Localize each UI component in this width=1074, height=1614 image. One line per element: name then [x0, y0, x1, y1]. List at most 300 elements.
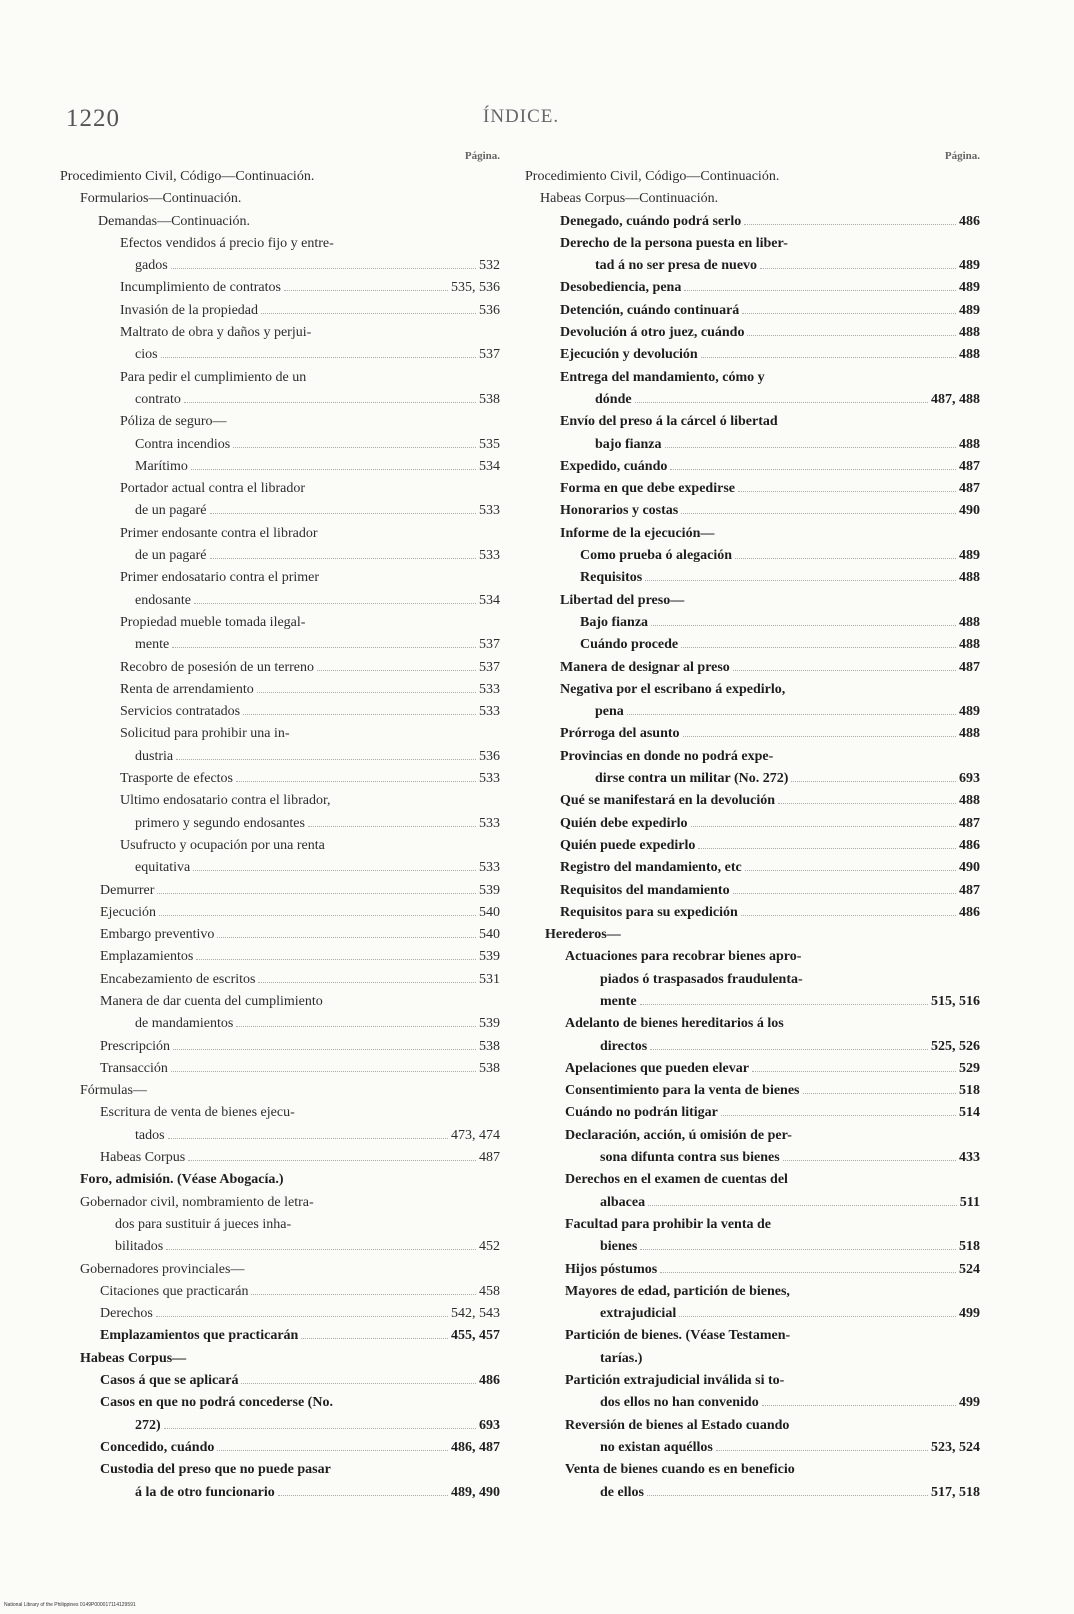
entry-page: 539 — [479, 1016, 500, 1032]
index-entry — [525, 1348, 980, 1370]
scan-footer: National Library of the Philippines 0149P000017114129591 — [4, 1602, 136, 1608]
index-entry — [60, 1147, 500, 1169]
dot-leader — [258, 982, 476, 983]
entry-text: Efectos vendidos á precio fijo y entre- — [120, 235, 334, 251]
entry-text: Portador actual contra el librador — [120, 481, 306, 497]
index-entry — [525, 1259, 980, 1281]
entry-page: 487 — [959, 458, 980, 474]
entry-text: Detención, cuándo continuará — [560, 302, 740, 318]
entry-text: Demandas—Continuación. — [98, 213, 251, 229]
entry-page: 489 — [959, 704, 980, 720]
dot-leader — [236, 781, 476, 782]
entry-text: 272) — [135, 1417, 161, 1433]
entry-page: 490 — [959, 860, 980, 876]
entry-page: 486, 487 — [451, 1439, 500, 1455]
dot-leader — [243, 714, 476, 715]
entry-page: 540 — [479, 904, 500, 920]
dot-leader — [640, 1004, 928, 1005]
entry-text: Como prueba ó alegación — [580, 548, 733, 564]
entry-text: Devolución á otro juez, cuándo — [560, 325, 745, 341]
dot-leader — [778, 803, 956, 804]
entry-text: Servicios contratados — [120, 704, 241, 720]
entry-text: Contra incendios — [135, 436, 231, 452]
entry-text: extrajudicial — [600, 1306, 677, 1322]
entry-text: bilitados — [115, 1239, 164, 1255]
entry-page: 488 — [959, 570, 980, 586]
entry-page: 489 — [959, 280, 980, 296]
entry-page: 489 — [959, 548, 980, 564]
index-entry — [60, 746, 500, 768]
dot-leader — [184, 402, 476, 403]
entry-text: Hijos póstumos — [565, 1261, 658, 1277]
entry-page: 514 — [959, 1105, 980, 1121]
entry-page: 490 — [959, 503, 980, 519]
dot-leader — [164, 1428, 476, 1429]
entry-text: Requisitos — [580, 570, 643, 586]
index-entry — [525, 277, 980, 299]
entry-text: sona difunta contra sus bienes — [600, 1150, 780, 1166]
index-entry — [525, 166, 980, 188]
entry-text: Habeas Corpus—Continuación. — [540, 191, 719, 207]
dot-leader — [679, 1316, 956, 1317]
entry-text: dos para sustituir á jueces inha- — [115, 1216, 292, 1232]
index-entry — [60, 1348, 500, 1370]
entry-text: directos — [600, 1038, 648, 1054]
entry-page: 499 — [959, 1306, 980, 1322]
entry-text: tados — [135, 1127, 165, 1143]
entry-page: 518 — [959, 1239, 980, 1255]
index-entry — [60, 969, 500, 991]
dot-leader — [196, 959, 476, 960]
entry-text: Ejecución y devolución — [560, 347, 698, 363]
index-entry — [60, 790, 500, 812]
entry-page: 489, 490 — [451, 1484, 500, 1500]
entry-page: 533 — [479, 503, 500, 519]
entry-text: Mayores de edad, partición de bienes, — [565, 1283, 790, 1299]
index-entry — [60, 1192, 500, 1214]
index-entry — [60, 434, 500, 456]
entry-page: 523, 524 — [931, 1439, 980, 1455]
index-entry — [60, 1437, 500, 1459]
dot-leader — [159, 915, 476, 916]
entry-page: 486 — [959, 837, 980, 853]
pagina-label: Página. — [464, 150, 500, 162]
entry-text: tad á no ser presa de nuevo — [595, 258, 758, 274]
index-entry — [60, 1080, 500, 1102]
entry-text: Actuaciones para recobrar bienes apro- — [565, 949, 802, 965]
index-entry — [525, 1325, 980, 1347]
dot-leader — [698, 848, 956, 849]
entry-text: Encabezamiento de escritos — [100, 971, 256, 987]
index-entry — [525, 1013, 980, 1035]
entry-text: Foro, admisión. (Véase Abogacía.) — [80, 1172, 284, 1188]
index-entry — [525, 300, 980, 322]
entry-text: Marítimo — [135, 458, 188, 474]
dot-leader — [742, 313, 956, 314]
entry-text: Para pedir el cumplimiento de un — [120, 369, 307, 385]
entry-page: 537 — [479, 637, 500, 653]
entry-text: pena — [595, 704, 624, 720]
dot-leader — [236, 1026, 476, 1027]
entry-text: Formularios—Continuación. — [80, 191, 242, 207]
entry-text: Desobediencia, pena — [560, 280, 682, 296]
dot-leader — [176, 759, 476, 760]
entry-page: 518 — [959, 1083, 980, 1099]
dot-leader — [194, 603, 476, 604]
entry-page: 535, 536 — [451, 280, 500, 296]
dot-leader — [752, 1071, 956, 1072]
entry-text: Primer endosante contra el librador — [120, 525, 318, 541]
entry-text: Propiedad mueble tomada ilegal- — [120, 614, 306, 630]
index-entry — [60, 1169, 500, 1191]
dot-leader — [168, 1138, 448, 1139]
index-entry — [525, 1058, 980, 1080]
index-entry — [525, 1236, 980, 1258]
index-entry — [60, 389, 500, 411]
dot-leader — [651, 625, 956, 626]
entry-text: Partición extrajudicial inválida si to- — [565, 1373, 785, 1389]
index-entry — [60, 1102, 500, 1124]
entry-page: 487 — [959, 659, 980, 675]
entry-page: 533 — [479, 681, 500, 697]
entry-page: 534 — [479, 458, 500, 474]
entry-text: Qué se manifestará en la devolución — [560, 793, 776, 809]
dot-leader — [161, 357, 476, 358]
entry-text: á la de otro funcionario — [135, 1484, 275, 1500]
entry-text: Gobernador civil, nombramiento de letra- — [80, 1194, 314, 1210]
entry-page: 452 — [479, 1239, 500, 1255]
index-entry — [525, 1192, 980, 1214]
dot-leader — [301, 1338, 448, 1339]
index-entry — [60, 188, 500, 210]
dot-leader — [317, 670, 476, 671]
entry-text: Declaración, acción, ú omisión de per- — [565, 1127, 792, 1143]
entry-text: Usufructo y ocupación por una renta — [120, 837, 325, 853]
entry-text: dónde — [595, 391, 632, 407]
entry-text: Incumplimiento de contratos — [120, 280, 281, 296]
entry-text: de un pagaré — [135, 548, 207, 564]
dot-leader — [733, 670, 956, 671]
dot-leader — [166, 1249, 476, 1250]
entry-page: 538 — [479, 391, 500, 407]
index-entry — [60, 166, 500, 188]
dot-leader — [681, 647, 956, 648]
index-entry — [60, 768, 500, 790]
index-entry — [525, 411, 980, 433]
entry-text: Manera de dar cuenta del cumplimiento — [100, 993, 323, 1009]
index-entry — [60, 233, 500, 255]
index-entry — [60, 902, 500, 924]
entry-page: 488 — [959, 325, 980, 341]
dot-leader — [791, 781, 956, 782]
entry-text: dustria — [135, 748, 174, 764]
dot-leader — [716, 1450, 928, 1451]
entry-page: 488 — [959, 637, 980, 653]
entry-text: Derecho de la persona puesta en liber- — [560, 235, 788, 251]
index-entry — [525, 1169, 980, 1191]
index-entry — [525, 813, 980, 835]
entry-page: 487 — [959, 815, 980, 831]
dot-leader — [156, 1316, 448, 1317]
index-entry — [60, 590, 500, 612]
entry-page: 693 — [479, 1417, 500, 1433]
entry-text: Apelaciones que pueden elevar — [565, 1060, 749, 1076]
entry-text: Requisitos para su expedición — [560, 904, 738, 920]
dot-leader — [735, 558, 956, 559]
index-entry — [60, 322, 500, 344]
entry-page: 538 — [479, 1060, 500, 1076]
dot-leader — [284, 290, 448, 291]
entry-text: Gobernadores provinciales— — [80, 1261, 245, 1277]
index-entry — [525, 1303, 980, 1325]
index-entry — [60, 1013, 500, 1035]
index-entry — [525, 746, 980, 768]
entry-page: 473, 474 — [451, 1127, 500, 1143]
entry-page: 458 — [479, 1283, 500, 1299]
index-entry — [525, 1415, 980, 1437]
dot-leader — [193, 870, 476, 871]
index-entry — [525, 1459, 980, 1481]
entry-text: Manera de designar al preso — [560, 659, 730, 675]
index-entry — [525, 723, 980, 745]
entry-text: Honorarios y costas — [560, 503, 679, 519]
index-entry — [60, 300, 500, 322]
dot-leader — [191, 469, 476, 470]
entry-page: 486 — [479, 1373, 500, 1389]
dot-leader — [665, 447, 957, 448]
index-entry — [525, 612, 980, 634]
entry-text: Derechos — [100, 1306, 153, 1322]
dot-leader — [278, 1495, 448, 1496]
entry-page: 693 — [959, 771, 980, 787]
index-entry — [60, 255, 500, 277]
index-entry — [60, 277, 500, 299]
index-entry — [525, 1482, 980, 1504]
entry-page: 499 — [959, 1395, 980, 1411]
dot-leader — [762, 1405, 956, 1406]
dot-leader — [233, 447, 476, 448]
dot-leader — [701, 357, 956, 358]
entry-text: Derechos en el examen de cuentas del — [565, 1172, 788, 1188]
index-entry — [60, 478, 500, 500]
dot-leader — [747, 335, 956, 336]
index-entry — [525, 701, 980, 723]
index-entry — [60, 946, 500, 968]
dot-leader — [640, 1249, 956, 1250]
entry-page: 489 — [959, 258, 980, 274]
dot-leader — [188, 1160, 476, 1161]
entry-text: Envío del preso á la cárcel ó libertad — [560, 414, 778, 430]
entry-text: Facultad para prohibir la venta de — [565, 1216, 772, 1232]
entry-page: 532 — [479, 258, 500, 274]
index-entry — [60, 991, 500, 1013]
dot-leader — [738, 491, 956, 492]
entry-text: Quién puede expedirlo — [560, 837, 696, 853]
entry-text: Maltrato de obra y daños y perjui- — [120, 325, 312, 341]
index-entry — [60, 1459, 500, 1481]
entry-text: Transacción — [100, 1060, 168, 1076]
entry-text: de mandamientos — [135, 1016, 234, 1032]
entry-text: Ultimo endosatario contra el librador, — [120, 793, 331, 809]
entry-page: 533 — [479, 815, 500, 831]
index-entry — [60, 612, 500, 634]
entry-text: Prórroga del asunto — [560, 726, 680, 742]
entry-text: Recobro de posesión de un terreno — [120, 659, 314, 675]
entry-page: 433 — [959, 1150, 980, 1166]
entry-page: 487 — [959, 882, 980, 898]
index-entry — [60, 1125, 500, 1147]
entry-text: Cuándo procede — [580, 637, 679, 653]
entry-page: 511 — [959, 1194, 980, 1210]
dot-leader — [261, 313, 476, 314]
dot-leader — [172, 647, 476, 648]
index-entry — [60, 657, 500, 679]
entry-text: Prescripción — [100, 1038, 170, 1054]
entry-page: 540 — [479, 927, 500, 943]
entry-text: Embargo preventivo — [100, 927, 215, 943]
entry-page: 531 — [479, 971, 500, 987]
index-entry — [60, 344, 500, 366]
index-entry — [525, 523, 980, 545]
index-entry — [60, 1281, 500, 1303]
running-head: ÍNDICE. — [483, 106, 560, 127]
entry-text: bajo fianza — [595, 436, 662, 452]
dot-leader — [210, 513, 476, 514]
entry-text: Custodia del preso que no puede pasar — [100, 1462, 331, 1478]
entry-page: 533 — [479, 860, 500, 876]
entry-page: 539 — [479, 949, 500, 965]
dot-leader — [745, 870, 956, 871]
dot-leader — [251, 1294, 476, 1295]
index-entry — [525, 188, 980, 210]
index-entry — [525, 590, 980, 612]
entry-text: Emplazamientos que practicarán — [100, 1328, 299, 1344]
index-entry — [525, 969, 980, 991]
index-entry — [60, 211, 500, 233]
entry-page: 455, 457 — [451, 1328, 500, 1344]
index-entry — [525, 1281, 980, 1303]
dot-leader — [308, 826, 476, 827]
index-entry — [525, 902, 980, 924]
entry-page: 487 — [479, 1150, 500, 1166]
entry-text: Procedimiento Civil, Código—Continuación. — [60, 169, 315, 184]
entry-text: Casos en que no podrá concederse (No. — [100, 1395, 333, 1411]
index-entry — [60, 1236, 500, 1258]
entry-text: Cuándo no podrán litigar — [565, 1105, 718, 1121]
entry-text: piados ó traspasados fraudulenta- — [600, 971, 803, 987]
dot-leader — [683, 736, 956, 737]
entry-text: Emplazamientos — [100, 949, 194, 965]
index-entry — [525, 567, 980, 589]
index-entry — [60, 924, 500, 946]
index-entry — [525, 790, 980, 812]
entry-text: Adelanto de bienes hereditarios á los — [565, 1016, 784, 1032]
index-entry — [525, 1437, 980, 1459]
entry-text: tarías.) — [600, 1350, 643, 1366]
entry-text: contrato — [135, 391, 181, 407]
dot-leader — [684, 290, 956, 291]
index-entry — [525, 233, 980, 255]
entry-page: 536 — [479, 748, 500, 764]
index-entry — [60, 1392, 500, 1414]
index-entry — [60, 679, 500, 701]
index-entry — [60, 857, 500, 879]
page-number: 1220 — [66, 105, 120, 132]
entry-text: Partición de bienes. (Véase Testamen- — [565, 1328, 791, 1344]
index-entry — [60, 1415, 500, 1437]
entry-text: Requisitos del mandamiento — [560, 882, 730, 898]
entry-text: albacea — [600, 1194, 646, 1210]
entry-text: Procedimiento Civil, Código—Continuación. — [525, 169, 780, 184]
dot-leader — [647, 1495, 928, 1496]
dot-leader — [171, 1071, 476, 1072]
entry-page: 536 — [479, 302, 500, 318]
entry-text: Solicitud para prohibir una in- — [120, 726, 290, 742]
index-entry — [60, 1259, 500, 1281]
entry-page: 539 — [479, 882, 500, 898]
entry-text: Habeas Corpus — [100, 1150, 186, 1166]
dot-leader — [645, 580, 956, 581]
entry-page: 517, 518 — [931, 1484, 980, 1500]
index-entry — [525, 880, 980, 902]
entry-text: Casos á que se aplicará — [100, 1373, 239, 1389]
entry-page: 529 — [959, 1060, 980, 1076]
dot-leader — [733, 893, 956, 894]
entry-page: 488 — [959, 793, 980, 809]
entry-text: endosante — [135, 592, 191, 608]
entry-text: Citaciones que practicarán — [100, 1283, 249, 1299]
entry-text: gados — [135, 258, 168, 274]
entry-text: Invasión de la propiedad — [120, 302, 259, 318]
entry-text: Consentimiento para la venta de bienes — [565, 1083, 800, 1099]
entry-text: Herederos— — [545, 927, 621, 943]
entry-page: 486 — [959, 213, 980, 229]
entry-text: no existan aquéllos — [600, 1439, 713, 1455]
index-entry — [525, 768, 980, 790]
entry-text: Venta de bienes cuando es en beneficio — [565, 1462, 795, 1478]
dot-leader — [691, 826, 956, 827]
index-entry — [60, 367, 500, 389]
index-entry — [60, 500, 500, 522]
dot-leader — [627, 714, 956, 715]
index-entry — [525, 1102, 980, 1124]
entry-text: dirse contra un militar (No. 272) — [595, 771, 789, 787]
entry-page: 487 — [959, 481, 980, 497]
dot-leader — [721, 1115, 956, 1116]
entry-text: Informe de la ejecución— — [560, 525, 715, 541]
index-entry — [525, 434, 980, 456]
index-entry — [525, 634, 980, 656]
entry-text: de un pagaré — [135, 503, 207, 519]
entry-text: Forma en que debe expedirse — [560, 481, 735, 497]
dot-leader — [648, 1205, 957, 1206]
dot-leader — [681, 513, 956, 514]
entry-page: 537 — [479, 659, 500, 675]
index-entry — [525, 322, 980, 344]
index-entry — [60, 523, 500, 545]
entry-page: 534 — [479, 592, 500, 608]
dot-leader — [173, 1049, 476, 1050]
index-entry — [525, 478, 980, 500]
entry-text: Libertad del preso— — [560, 592, 685, 608]
entry-page: 533 — [479, 704, 500, 720]
dot-leader — [241, 1383, 476, 1384]
entry-page: 525, 526 — [931, 1038, 980, 1054]
index-column-right — [525, 150, 980, 1504]
entry-text: mente — [135, 637, 170, 653]
index-entry — [525, 946, 980, 968]
dot-leader — [257, 692, 476, 693]
